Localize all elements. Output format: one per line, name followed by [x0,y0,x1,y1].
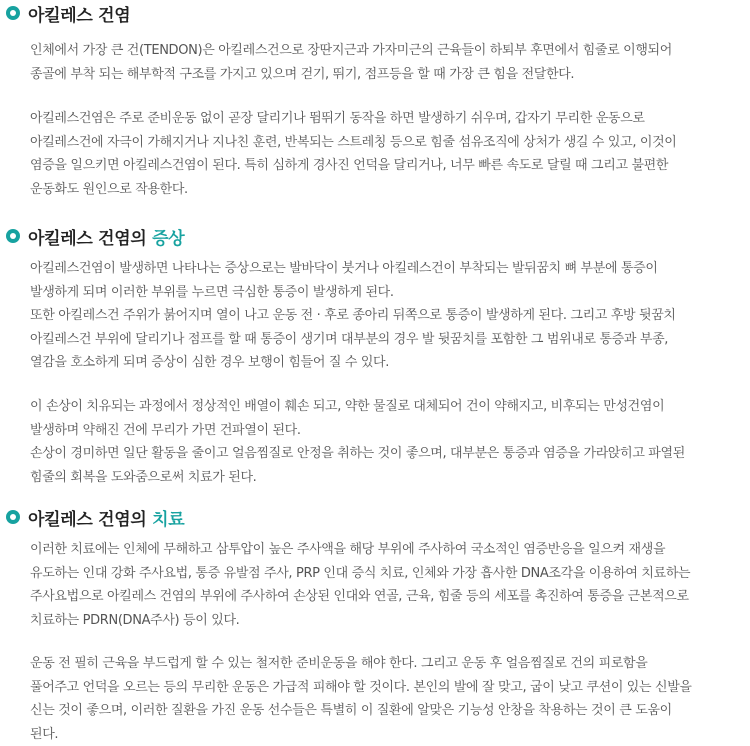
heading-title: 아킬레스 건염의 [28,229,146,249]
paragraph [30,652,746,746]
text-line: 종골에 부착 되는 해부학적 구조를 가지고 있으며 걷기, 뛰기, 점프등을 할 때 가장 큰 힘을 전달한다. [30,63,746,87]
text-line: 염증을 일으키면 아킬레스건염이 된다. 특히 심하게 경사진 언덕을 달리거나, 너무 빠른 속도로 달릴 때 그리고 불편한 [30,154,746,178]
text-line: 발생하게 되며 이러한 부위를 누르면 극심한 통증이 발생하게 된다. [30,281,746,305]
text-line: 아킬레스건염은 주로 준비운동 없이 곧장 달리기나 뜀뛰기 동작을 하면 발생하기 쉬우며, 갑자기 무리한 운동으로 [30,107,746,131]
paragraph [30,107,746,201]
text-line: 신는 것이 좋으며, 이러한 질환을 가진 운동 선수들은 특별히 이 질환에 알맞은 기능성 안창을 착용하는 것이 큰 도움이 [30,699,746,723]
circle-bullet-icon [6,510,20,524]
text-line: 풀어주고 언덕을 오르는 등의 무리한 운동은 가급적 피해야 할 것이다. 본인의 발에 잘 맞고, 굽이 낮고 쿠션이 있는 신발을 [30,676,746,700]
text-line: 이러한 치료에는 인체에 무해하고 삼투압이 높은 주사액을 해당 부위에 주사하여 국소적인 염증반응을 일으켜 재생을 [30,538,746,562]
paragraph [30,538,746,632]
text-line: 이 손상이 치유되는 과정에서 정상적인 배열이 훼손 되고, 약한 물질로 대체되어 건이 약해지고, 비후되는 만성건염이 [30,395,746,419]
text-line: 손상이 경미하면 일단 활동을 줄이고 얼음찜질로 안정을 취하는 것이 좋으며, 대부분은 통증과 염증을 가라앉히고 파열된 [30,442,746,466]
circle-bullet-icon [6,6,20,20]
circle-bullet-icon [6,229,20,243]
text-line: 유도하는 인대 강화 주사요법, 통증 유발점 주사, PRP 인대 증식 치료, 인체와 가장 흡사한 DNA조각을 이용하여 치료하는 [30,562,746,586]
text-line: 열감을 호소하게 되며 증상이 심한 경우 보행이 힘들어 질 수 있다. [30,351,746,375]
text-line: 운동 전 필히 근육을 부드럽게 할 수 있는 철저한 준비운동을 해야 한다. 그리고 운동 후 얼음찜질로 건의 피로함을 [30,652,746,676]
text-line: 아킬레스건 부위에 달리기나 점프를 할 때 통증이 생기며 대부분의 경우 발 뒷꿈치를 포함한 그 범위내로 통증과 부종, [30,328,746,352]
section-heading-overview [6,0,130,26]
text-line: 된다. [30,723,746,746]
text-line: 주사요법으로 아킬레스 건염의 부위에 주사하여 손상된 인대와 연골, 근육, 힘줄 등의 세포를 촉진하여 통증을 근본적으로 [30,585,746,609]
text-line: 발생하며 약해진 건에 무리가 가면 건파열이 된다. [30,419,746,443]
text-line: 아킬레스건에 자극이 가해지거나 지나친 훈련, 반복되는 스트레칭 등으로 힘줄 섬유조직에 상처가 생길 수 있고, 이것이 [30,131,746,155]
paragraph [30,395,746,489]
heading-accent: 치료 [152,510,184,530]
heading-title: 아킬레스 건염의 [28,510,146,530]
text-line: 치료하는 PDRN(DNA주사) 등이 있다. [30,609,746,633]
text-line: 힘줄의 회복을 도와줌으로써 치료가 된다. [30,466,746,490]
section-heading-symptoms [6,223,184,249]
heading-accent: 증상 [152,229,184,249]
section-heading-treatment [6,504,184,530]
text-line: 아킬레스건염이 발생하면 나타나는 증상으로는 발바닥이 붓거나 아킬레스건이 부착되는 발뒤꿈치 뼈 부분에 통증이 [30,257,746,281]
text-line: 운동화도 원인으로 작용한다. [30,178,746,202]
text-line: 또한 아킬레스건 주위가 붉어지며 열이 나고 운동 전 · 후로 종아리 뒤쪽으로 통증이 발생하게 된다. 그리고 후방 뒷꿈치 [30,304,746,328]
paragraph [30,39,746,86]
heading-title: 아킬레스 건염 [28,6,130,26]
paragraph [30,257,746,375]
text-line: 인체에서 가장 큰 건(TENDON)은 아킬레스건으로 장딴지근과 가자미근의 근육들이 하퇴부 후면에서 힘줄로 이행되어 [30,39,746,63]
